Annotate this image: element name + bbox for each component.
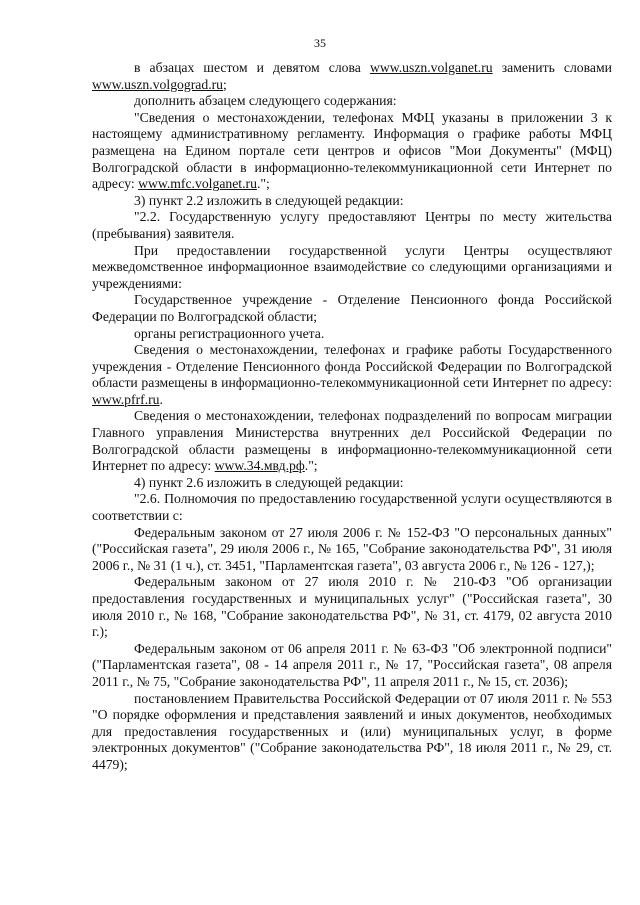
paragraph-text: заменить словами xyxy=(492,60,612,75)
paragraph xyxy=(92,292,612,325)
paragraph-text: дополнить абзацем следующего содержания: xyxy=(134,93,397,109)
web-link[interactable]: www.uszn.volganet.ru xyxy=(369,60,493,75)
paragraph xyxy=(92,408,612,474)
paragraph xyxy=(92,574,612,640)
paragraph xyxy=(92,691,612,774)
paragraph-text: Сведения о местонахождении, телефонах и графике работы Государственного учреждения - Отделение Пенсионного фонда Российской Федерации по Волгоградской области размещены в информационно-телекоммуникационной сети Интернет по адресу: xyxy=(92,342,612,391)
paragraph xyxy=(92,243,612,293)
paragraph-text: Федеральным законом от 06 апреля 2011 г. № 63-ФЗ "Об электронной подписи" ("Парламентская газета", 08 - 14 апреля 2011 г., № 17, "Российская газета", 08 апреля 2011 г., № 75, "Собрание законодательства РФ", 11 апреля 2011 г., № 15, ст. 2036); xyxy=(92,640,612,689)
paragraph xyxy=(92,110,612,193)
paragraph xyxy=(92,475,612,492)
paragraph-text: 3) пункт 2.2 изложить в следующей редакции: xyxy=(134,192,404,208)
paragraph xyxy=(92,60,612,93)
document-body xyxy=(92,60,612,774)
paragraph-text: ; xyxy=(223,76,227,92)
paragraph-text: Федеральным законом от 27 июля 2006 г. № 152-ФЗ "О персональных данных" ("Российская газета", 29 июля 2006 г., № 165, "Собрание законодательства РФ", 31 июля 2006 г., № 31 (1 ч.), ст. 3451, "Парламентская газета", 03 августа 2006 г., № 126 - 127,); xyxy=(92,524,612,573)
paragraph xyxy=(92,93,612,110)
paragraph-text: "2.2. Государственную услугу предоставляют Центры по месту жительства (пребывания) заявителя. xyxy=(92,209,612,241)
paragraph xyxy=(92,193,612,210)
paragraph xyxy=(92,209,612,242)
paragraph-text: органы регистрационного учета. xyxy=(134,325,325,341)
paragraph-text: ."; xyxy=(304,458,318,474)
paragraph xyxy=(92,641,612,691)
paragraph-text: При предоставлении государственной услуги Центры осуществляют межведомственное информационное взаимодействие со следующими организациями и учреждениями: xyxy=(92,242,612,291)
web-link[interactable]: www.uszn.volgograd.ru xyxy=(92,76,224,92)
paragraph-text: ."; xyxy=(256,176,270,192)
web-link[interactable]: www.34.мвд.рф xyxy=(214,458,305,474)
paragraph-text: постановлением Правительства Российской Федерации от 07 июля 2011 г. № 553 "О порядке оформления и представления заявлений и иных документов, необходимых для предоставления государственных и (или) муниципальных услуг, в форме электронных документов" ("Собрание законодательства РФ", 18 июля 2011 г., № 29, ст. 4479); xyxy=(92,690,612,772)
paragraph-text: 4) пункт 2.6 изложить в следующей редакции: xyxy=(134,474,404,490)
paragraph xyxy=(92,342,612,408)
web-link[interactable]: www.mfc.volganet.ru xyxy=(138,176,257,192)
paragraph-text: Федеральным законом от 27 июля 2010 г. № 210-ФЗ "Об организации предоставления государственных и муниципальных услуг" ("Российская газета", 30 июля 2010 г., № 168, "Собрание законодательства РФ", № 31, ст. 4179, 02 августа 2010 г.); xyxy=(92,574,612,640)
paragraph xyxy=(92,525,612,575)
paragraph xyxy=(92,326,612,343)
paragraph-text: "2.6. Полномочия по предоставлению государственной услуги осуществляются в соответствии с: xyxy=(92,491,612,524)
paragraph-text: . xyxy=(159,391,163,407)
paragraph-text: в абзацах шестом и девятом слова xyxy=(134,60,370,75)
paragraph-text: Сведения о местонахождении, телефонах подразделений по вопросам миграции Главного управления Министерства внутренних дел Российской Федерации по Волгоградской области размещены в информационно-телекоммуникационной сети Интернет по адресу: xyxy=(92,408,612,474)
paragraph xyxy=(92,491,612,524)
paragraph-text: "Сведения о местонахождении, телефонах МФЦ указаны в приложении 3 к настоящему административному регламенту. Информация о графике работы МФЦ размещена на Едином портале сети центров и офисов "Мои Документы" (МФЦ) Волгоградской области в информационно-телекоммуникационной сети Интернет по адресу: xyxy=(92,109,612,192)
web-link[interactable]: www.pfrf.ru xyxy=(92,391,160,407)
page-number: 35 xyxy=(314,36,326,50)
paragraph-text: Государственное учреждение - Отделение Пенсионного фонда Российской Федерации по Волгоградской области; xyxy=(92,292,612,324)
